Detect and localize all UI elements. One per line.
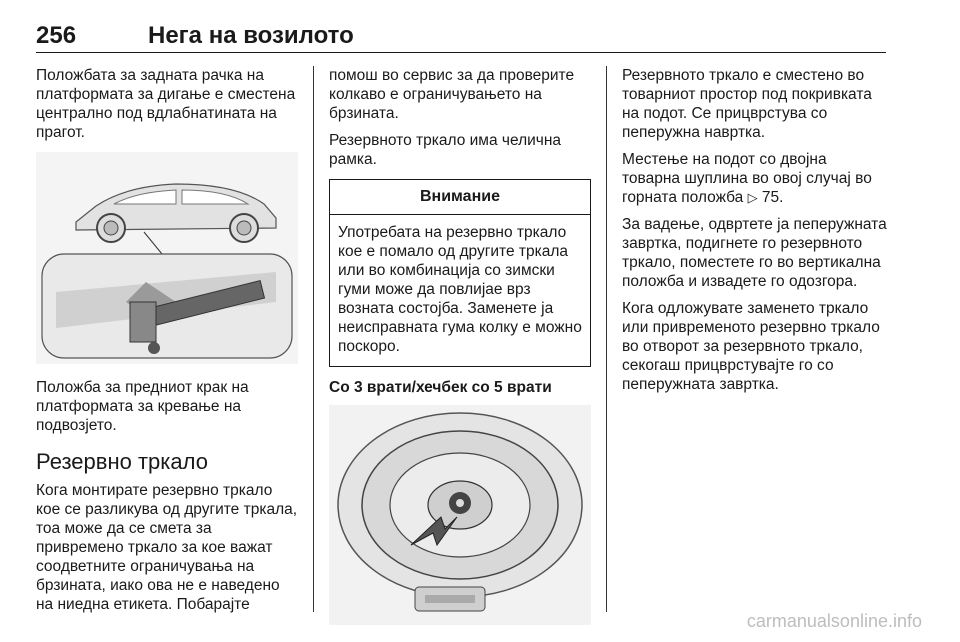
page-title: Нега на возилото xyxy=(148,22,354,49)
paragraph: Кога монтирате резервно тркало кое се разликува од другите тркала, тоа може да се смета за привремено тркало за кое важат соодветните ограничувања на брзината, иако ова не е наведено на ниедна етикета. Побарајте xyxy=(36,482,298,613)
paragraph: Положбата за задната рачка на платформата за дигање е сместена централно под вдлабнатината на прагот. xyxy=(36,67,296,141)
paragraph xyxy=(622,150,888,207)
column-2 xyxy=(329,66,591,639)
column-3 xyxy=(622,66,888,402)
paragraph: помош во сервис за да проверите колкаво е ограничувањето на брзината. xyxy=(329,67,575,122)
jack-position-illustration xyxy=(36,152,298,364)
page-number: 256 xyxy=(36,22,77,49)
paragraph: Резервното тркало е сместено во товарниот простор под покривката на подот. Се прицврстува со пеперужна навртка. xyxy=(622,67,872,141)
column-1 xyxy=(36,66,298,622)
column-divider xyxy=(606,66,607,612)
page-reference[interactable]: 75. xyxy=(757,189,784,206)
page-reference-icon: ▷ xyxy=(747,190,758,205)
paragraph: За вадење, одвртете ја пеперужната завртка, подигнете го резервното тркало, поместете го во вертикална положба и извадете го одозгора. xyxy=(622,216,887,290)
paragraph: Резервното тркало има челична рамка. xyxy=(329,132,562,168)
warning-text: Употребата на резервно тркало кое е помало од другите тркала или во комбинација со зимски гуми може да повлијае врз возната состојба. Заменете ја неисправната гума колку е можно поскоро. xyxy=(338,224,582,355)
spare-wheel-illustration xyxy=(329,405,591,625)
subheading: Со 3 врати/хечбек со 5 врати xyxy=(329,379,552,396)
column-divider xyxy=(313,66,314,612)
paragraph: Положба за предниот крак на платформата за кревање на подвозјето. xyxy=(36,379,249,434)
paragraph: Кога одложувате заменето тркало или привременото резервно тркало во отворот за резервното тркало, секогаш прицврстувајте го со пеперужната завртка. xyxy=(622,300,880,393)
warning-title: Внимание xyxy=(330,180,590,215)
warning-box xyxy=(329,179,591,367)
paragraph-text: Местење на подот со двојна товарна шуплина во овој случај во горната положба xyxy=(622,151,872,206)
watermark: carmanualsonline.info xyxy=(746,611,922,631)
section-heading: Резервно тркало xyxy=(36,449,208,474)
page-header xyxy=(36,16,886,53)
